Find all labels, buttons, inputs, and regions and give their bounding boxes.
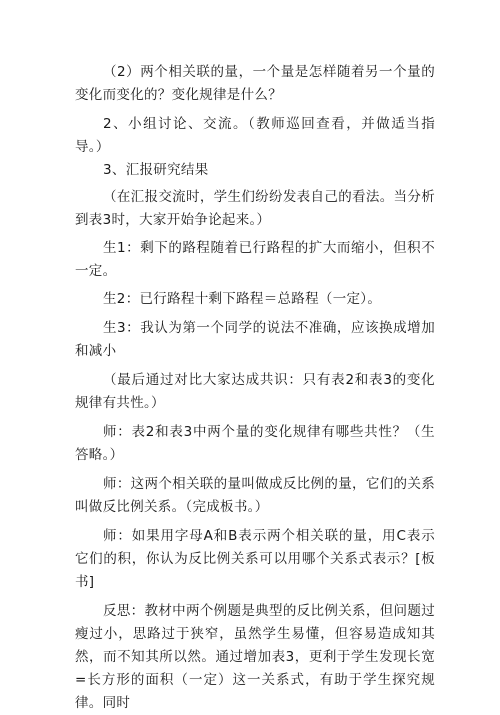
- paragraph-4: （在汇报交流时，学生们纷纷发表自己的看法。当分析到表3时，大家开始争论起来。）: [75, 189, 435, 228]
- paragraph-8: （最后通过对比大家达成共识：只有表2和表3的变化规律有共性。）: [75, 372, 435, 411]
- paragraph-3: 3、汇报研究结果: [103, 162, 209, 178]
- paragraph-7: 生3：我认为第一个同学的说法不准确，应该换成增加和减小: [75, 320, 435, 359]
- paragraph-1: （2）两个相关联的量，一个量是怎样随着另一个量的变化而变化的？变化规律是什么？: [75, 64, 435, 103]
- paragraph-5: 生1：剩下的路程随着已行路程的扩大而缩小，但积不一定。: [75, 240, 435, 279]
- document-body: [75, 61, 435, 715]
- paragraph-2: 2、小组讨论、交流。（教师巡回查看，并做适当指导。）: [75, 116, 435, 155]
- paragraph-11: 师：如果用字母A和B表示两个相关联的量，用C表示它们的积，你认为反比例关系可以用哪个关系式表示？[板书]: [75, 528, 435, 590]
- paragraph-12: 反思：教材中两个例题是典型的反比例关系，但问题过瘦过小，思路过于狭窄，虽然学生易懂，但容易造成知其然，而不知其所以然。通过增加表3，更利于学生发现长宽=长方形的面积（一定）这一关系式，有助于学生探究规律。同时: [75, 603, 435, 711]
- paragraph-10: 师：这两个相关联的量叫做成反比例的量，它们的关系叫做反比例关系。（完成板书。）: [75, 476, 435, 515]
- paragraph-6: 生2：已行路程十剩下路程＝总路程（一定）。: [103, 291, 382, 307]
- paragraph-9: 师：表2和表3中两个量的变化规律有哪些共性？（生答略。）: [75, 424, 435, 463]
